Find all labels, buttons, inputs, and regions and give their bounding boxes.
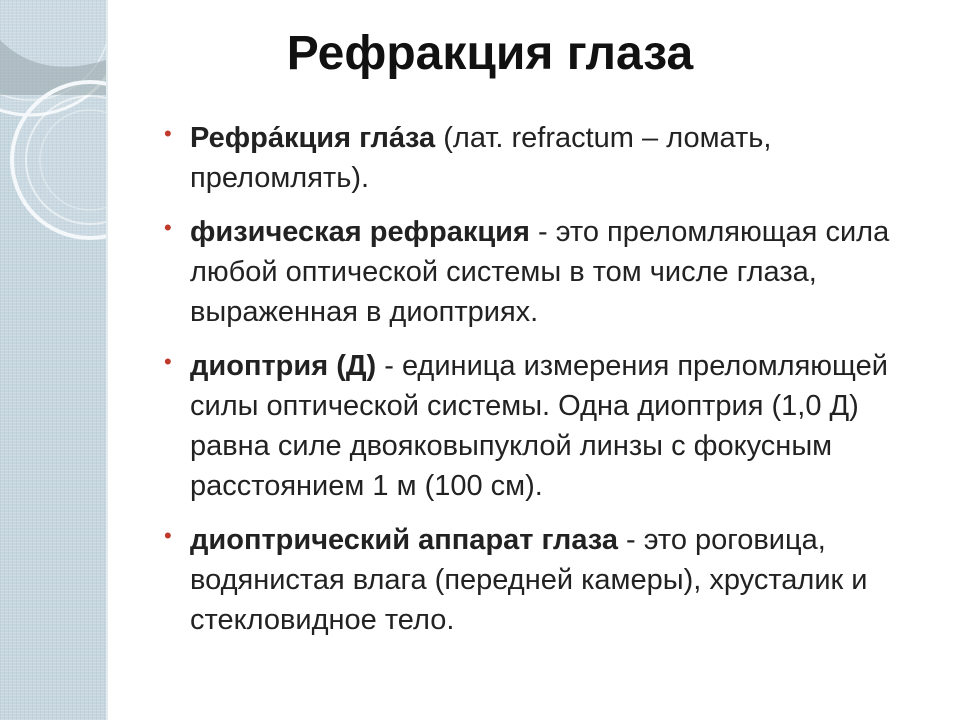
- bullet-term: физическая рефракция: [190, 216, 530, 248]
- bullet-item: [164, 212, 934, 332]
- bullet-content: [190, 212, 934, 332]
- bullet-description: (лат. refractum – ломать, преломлять).: [190, 122, 772, 194]
- bullet-term: диоптрия (Д): [190, 350, 377, 382]
- bullet-marker: •: [164, 121, 172, 146]
- bullet-marker: •: [164, 215, 172, 240]
- bullet-term: Рефра́кция гла́за: [190, 122, 436, 154]
- bullet-description: - это преломляющая сила любой оптической системы в том числе глаза, выраженная в диоптриях.: [190, 216, 890, 328]
- strip-edge-line: [106, 0, 108, 720]
- slide-title: Рефракция глаза: [286, 27, 694, 80]
- bullet-item: [164, 118, 934, 198]
- bullet-term: диоптрический аппарат глаза: [190, 524, 618, 556]
- bullet-marker: •: [164, 523, 172, 548]
- bullet-marker: •: [164, 349, 172, 374]
- bullet-content: [190, 118, 934, 198]
- decorative-circles: [0, 0, 106, 720]
- bullet-content: [190, 346, 934, 506]
- bullet-list: [164, 118, 934, 654]
- bullet-item: [164, 520, 934, 640]
- bullet-content: [190, 520, 934, 640]
- bullet-description: - это роговица, водянистая влага (передней камеры), хрусталик и стекловидное тело.: [190, 524, 868, 636]
- bullet-item: [164, 346, 934, 506]
- decorative-side-strip: [0, 0, 106, 720]
- bullet-description: - единица измерения преломляющей силы оптической системы. Одна диоптрия (1,0 Д) равна силе двояковыпуклой линзы с фокусным расстоянием 1 м (100 см).: [190, 350, 888, 502]
